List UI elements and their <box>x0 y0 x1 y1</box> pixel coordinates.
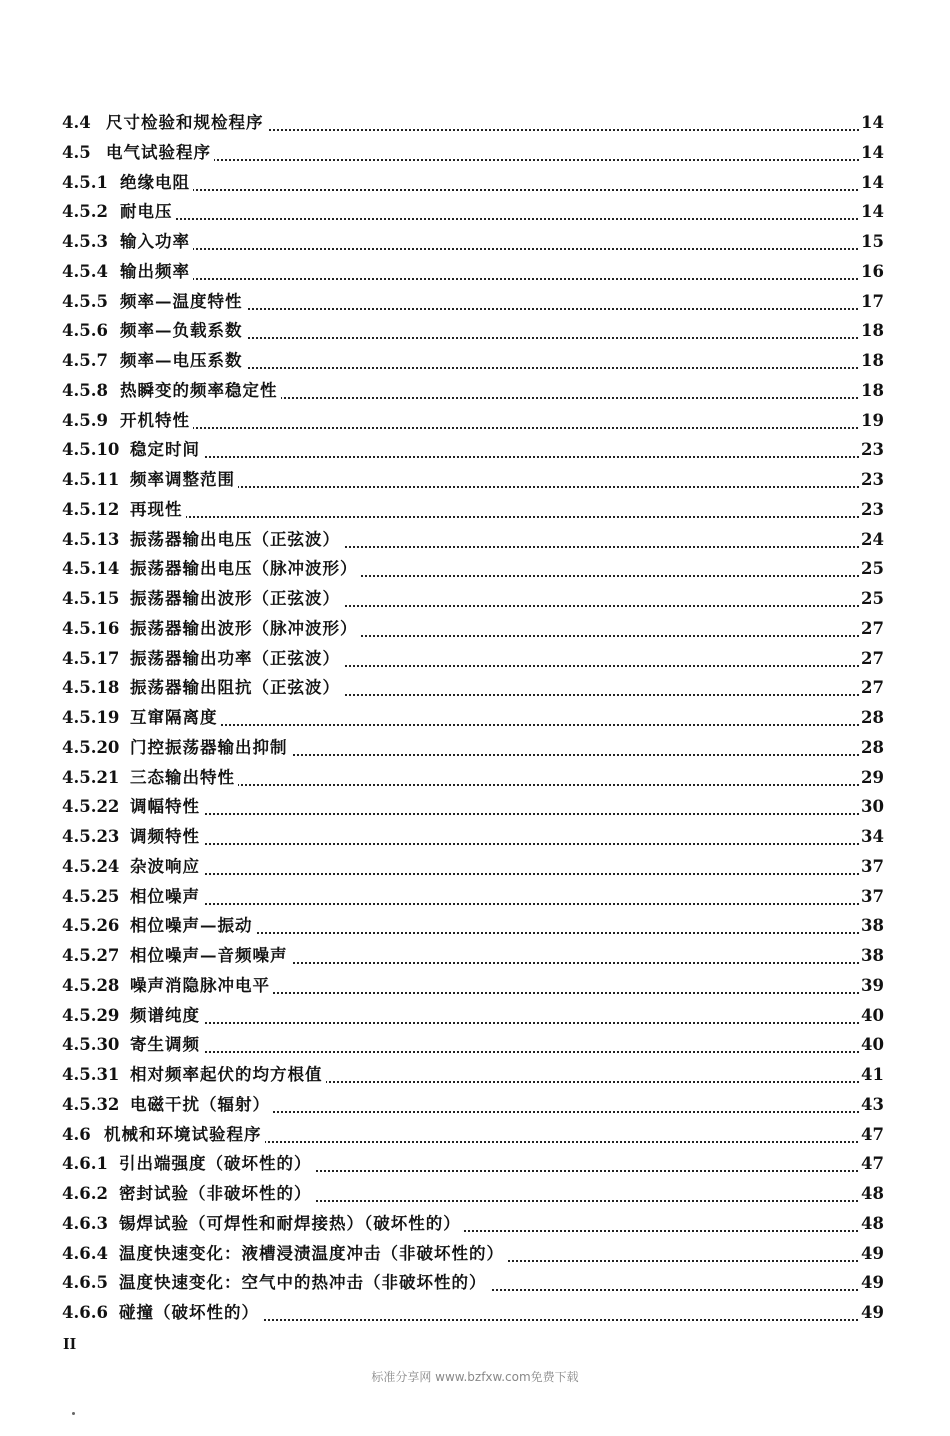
toc-entry-number: 4.5 <box>62 142 91 162</box>
toc-entry-title: 频率—温度特性 <box>120 287 246 317</box>
table-of-contents <box>62 108 884 1328</box>
toc-entry <box>62 614 884 644</box>
toc-entry-title: 振荡器输出功率（正弦波） <box>130 644 343 674</box>
toc-entry-page: 25 <box>859 554 884 584</box>
toc-entry <box>62 584 884 614</box>
toc-entry-page: 30 <box>859 792 884 822</box>
toc-entry-title: 输入功率 <box>120 227 193 257</box>
toc-entry <box>62 1209 884 1239</box>
toc-entry-number: 4.5.20 <box>62 737 120 757</box>
toc-entry <box>62 822 884 852</box>
toc-entry-number: 4.5.28 <box>62 975 120 995</box>
toc-entry-title: 调频特性 <box>130 822 203 852</box>
toc-entry-page: 48 <box>859 1209 884 1239</box>
toc-entry <box>62 792 884 822</box>
toc-entry-page: 47 <box>859 1120 884 1150</box>
toc-entry <box>62 644 884 674</box>
toc-dot-leader <box>130 871 862 875</box>
toc-entry-number: 4.4 <box>62 113 91 132</box>
toc-entry-page: 25 <box>859 584 884 614</box>
toc-entry-title: 绝缘电阻 <box>120 168 193 198</box>
toc-entry-page: 41 <box>859 1060 884 1090</box>
toc-entry <box>62 495 884 525</box>
toc-dot-leader <box>120 216 862 220</box>
toc-dot-leader <box>130 514 862 518</box>
toc-entry-page: 43 <box>859 1090 884 1120</box>
toc-entry-title: 三态输出特性 <box>130 763 238 793</box>
toc-entry-title: 再现性 <box>130 495 186 525</box>
toc-dot-leader <box>130 782 862 786</box>
toc-entry-number: 4.5.23 <box>62 827 120 846</box>
toc-entry <box>62 1120 884 1150</box>
toc-entry-title: 机械和环境试验程序 <box>104 1120 265 1150</box>
toc-entry <box>62 287 884 317</box>
toc-entry-page: 28 <box>859 733 884 763</box>
toc-entry-number: 4.6.4 <box>62 1243 108 1263</box>
toc-entry-number: 4.5.29 <box>62 1005 120 1025</box>
toc-entry-page: 14 <box>859 138 884 168</box>
toc-entry-number: 4.5.16 <box>62 618 120 638</box>
toc-dot-leader <box>130 901 862 905</box>
toc-entry-number: 4.5.27 <box>62 946 120 965</box>
toc-entry-title: 开机特性 <box>120 406 193 436</box>
toc-entry-title: 稳定时间 <box>130 435 203 465</box>
toc-entry-title: 调幅特性 <box>130 792 203 822</box>
toc-entry <box>62 138 884 168</box>
toc-entry <box>62 168 884 198</box>
toc-entry-number: 4.5.24 <box>62 856 120 876</box>
toc-dot-leader <box>120 187 862 191</box>
toc-entry-title: 频谱纯度 <box>130 1001 203 1031</box>
toc-entry <box>62 1268 884 1298</box>
toc-entry <box>62 346 884 376</box>
toc-entry-page: 34 <box>859 822 884 852</box>
toc-entry-title: 振荡器输出波形（正弦波） <box>130 584 343 614</box>
toc-entry-title: 尺寸检验和规检程序 <box>106 108 267 138</box>
toc-entry-title: 引出端强度（破坏性的） <box>119 1149 315 1179</box>
toc-entry-number: 4.5.5 <box>62 291 108 311</box>
toc-entry-title: 温度快速变化：液槽浸渍温度冲击（非破坏性的） <box>119 1239 507 1269</box>
toc-entry-page: 16 <box>859 257 884 287</box>
toc-entry-page: 49 <box>859 1239 884 1269</box>
toc-entry-page: 38 <box>859 941 884 971</box>
toc-entry <box>62 971 884 1001</box>
toc-entry-page: 23 <box>859 435 884 465</box>
toc-entry-title: 相对频率起伏的均方根值 <box>130 1060 326 1090</box>
toc-entry <box>62 108 884 138</box>
toc-entry-title: 耐电压 <box>120 197 176 227</box>
toc-entry-page: 14 <box>859 108 884 138</box>
toc-entry-number: 4.5.10 <box>62 440 120 460</box>
toc-entry-number: 4.5.32 <box>62 1094 120 1114</box>
toc-entry-page: 27 <box>859 614 884 644</box>
toc-entry-title: 振荡器输出电压（脉冲波形） <box>130 554 361 584</box>
toc-entry-number: 4.5.12 <box>62 499 120 519</box>
scan-speck <box>72 1412 75 1415</box>
toc-entry-number: 4.5.14 <box>62 559 120 579</box>
toc-entry-title: 电气试验程序 <box>106 138 214 168</box>
toc-entry-number: 4.5.8 <box>62 380 108 400</box>
toc-entry-title: 碰撞（破坏性的） <box>119 1298 262 1328</box>
toc-entry <box>62 673 884 703</box>
toc-entry-number: 4.6.3 <box>62 1213 108 1233</box>
toc-entry-number: 4.5.21 <box>62 767 120 787</box>
toc-entry-number: 4.5.1 <box>62 172 108 192</box>
toc-entry-title: 温度快速变化：空气中的热冲击（非破坏性的） <box>119 1268 490 1298</box>
toc-entry-number: 4.5.2 <box>62 202 108 222</box>
toc-entry-title: 电磁干扰（辐射） <box>130 1090 273 1120</box>
toc-entry-title: 振荡器输出阻抗（正弦波） <box>130 673 343 703</box>
toc-entry <box>62 316 884 346</box>
watermark-text: 标准分享网 www.bzfxw.com免费下载 <box>371 1370 579 1384</box>
toc-entry-page: 28 <box>859 703 884 733</box>
toc-entry <box>62 911 884 941</box>
toc-entry-page: 37 <box>859 882 884 912</box>
toc-dot-leader <box>106 157 862 161</box>
toc-entry-number: 4.5.17 <box>62 648 120 668</box>
toc-entry-number: 4.6.2 <box>62 1184 108 1203</box>
toc-entry-title: 热瞬变的频率稳定性 <box>120 376 281 406</box>
toc-dot-leader <box>130 811 862 815</box>
toc-entry-title: 频率—负载系数 <box>120 316 246 346</box>
toc-entry <box>62 465 884 495</box>
toc-entry <box>62 1030 884 1060</box>
toc-entry-page: 23 <box>859 495 884 525</box>
toc-entry-page: 49 <box>859 1298 884 1328</box>
toc-entry <box>62 376 884 406</box>
toc-entry-number: 4.5.19 <box>62 708 120 727</box>
toc-entry-number: 4.5.15 <box>62 589 120 608</box>
toc-dot-leader <box>130 722 862 726</box>
toc-entry <box>62 1298 884 1328</box>
toc-entry-title: 输出频率 <box>120 257 193 287</box>
toc-entry-number: 4.5.25 <box>62 886 120 906</box>
toc-entry-number: 4.6 <box>62 1124 91 1144</box>
toc-entry-page: 27 <box>859 644 884 674</box>
toc-entry-title: 振荡器输出电压（正弦波） <box>130 525 343 555</box>
toc-entry-number: 4.6.6 <box>62 1303 108 1322</box>
toc-entry-title: 杂波响应 <box>130 852 203 882</box>
toc-entry-page: 40 <box>859 1030 884 1060</box>
page-number: II <box>63 1334 77 1353</box>
toc-entry-title: 振荡器输出波形（脉冲波形） <box>130 614 361 644</box>
toc-entry-title: 锡焊试验（可焊性和耐焊接热）（破坏性的） <box>119 1209 464 1239</box>
toc-dot-leader <box>130 484 862 488</box>
toc-entry-page: 24 <box>859 525 884 555</box>
toc-entry-page: 38 <box>859 911 884 941</box>
toc-entry-number: 4.5.13 <box>62 529 120 549</box>
toc-entry <box>62 1001 884 1031</box>
toc-entry-page: 17 <box>859 287 884 317</box>
toc-entry-number: 4.5.26 <box>62 916 120 936</box>
toc-entry-number: 4.5.3 <box>62 232 108 251</box>
toc-entry-title: 密封试验（非破坏性的） <box>119 1179 315 1209</box>
toc-entry <box>62 435 884 465</box>
toc-entry-number: 4.5.9 <box>62 410 108 430</box>
toc-entry <box>62 733 884 763</box>
toc-entry-title: 频率调整范围 <box>130 465 238 495</box>
toc-entry-title: 互窜隔离度 <box>130 703 221 733</box>
toc-entry-page: 15 <box>859 227 884 257</box>
toc-entry-title: 噪声消隐脉冲电平 <box>130 971 273 1001</box>
toc-entry-page: 27 <box>859 673 884 703</box>
toc-entry-page: 14 <box>859 197 884 227</box>
toc-entry-title: 门控振荡器输出抑制 <box>130 733 291 763</box>
toc-dot-leader <box>130 841 862 845</box>
toc-dot-leader <box>120 425 862 429</box>
toc-entry-page: 39 <box>859 971 884 1001</box>
toc-entry <box>62 554 884 584</box>
toc-entry-number: 4.5.18 <box>62 678 120 698</box>
toc-entry-number: 4.5.7 <box>62 351 108 370</box>
toc-entry-title: 频率—电压系数 <box>120 346 246 376</box>
toc-entry-page: 23 <box>859 465 884 495</box>
toc-entry <box>62 227 884 257</box>
toc-dot-leader <box>130 1049 862 1053</box>
toc-entry-number: 4.5.30 <box>62 1035 120 1055</box>
toc-entry-title: 相位噪声 <box>130 882 203 912</box>
toc-entry-page: 40 <box>859 1001 884 1031</box>
toc-entry <box>62 763 884 793</box>
toc-entry-number: 4.5.22 <box>62 797 120 817</box>
toc-entry <box>62 1179 884 1209</box>
toc-entry-page: 18 <box>859 346 884 376</box>
toc-entry-title: 相位噪声—振动 <box>130 911 256 941</box>
toc-entry <box>62 1060 884 1090</box>
toc-entry-page: 19 <box>859 406 884 436</box>
toc-entry <box>62 852 884 882</box>
toc-entry-number: 4.5.6 <box>62 321 108 341</box>
toc-entry-page: 49 <box>859 1268 884 1298</box>
toc-entry-title: 寄生调频 <box>130 1030 203 1060</box>
toc-entry-page: 14 <box>859 168 884 198</box>
toc-entry <box>62 941 884 971</box>
toc-entry <box>62 525 884 555</box>
toc-entry <box>62 1149 884 1179</box>
toc-entry <box>62 406 884 436</box>
toc-entry <box>62 703 884 733</box>
toc-entry-page: 48 <box>859 1179 884 1209</box>
toc-entry-page: 47 <box>859 1149 884 1179</box>
toc-entry-number: 4.6.1 <box>62 1154 108 1174</box>
toc-dot-leader <box>130 454 862 458</box>
toc-entry-number: 4.5.11 <box>62 470 120 489</box>
toc-entry-number: 4.5.31 <box>62 1065 120 1084</box>
toc-entry-page: 18 <box>859 376 884 406</box>
toc-entry <box>62 882 884 912</box>
toc-dot-leader <box>120 276 862 280</box>
toc-entry-number: 4.5.4 <box>62 261 108 281</box>
toc-entry-title: 相位噪声—音频噪声 <box>130 941 291 971</box>
toc-entry <box>62 1239 884 1269</box>
toc-entry <box>62 1090 884 1120</box>
toc-entry-number: 4.6.5 <box>62 1273 108 1293</box>
toc-dot-leader <box>120 246 862 250</box>
toc-entry-page: 37 <box>859 852 884 882</box>
toc-entry <box>62 257 884 287</box>
toc-entry <box>62 197 884 227</box>
toc-dot-leader <box>130 1020 862 1024</box>
toc-entry-page: 29 <box>859 763 884 793</box>
toc-entry-page: 18 <box>859 316 884 346</box>
